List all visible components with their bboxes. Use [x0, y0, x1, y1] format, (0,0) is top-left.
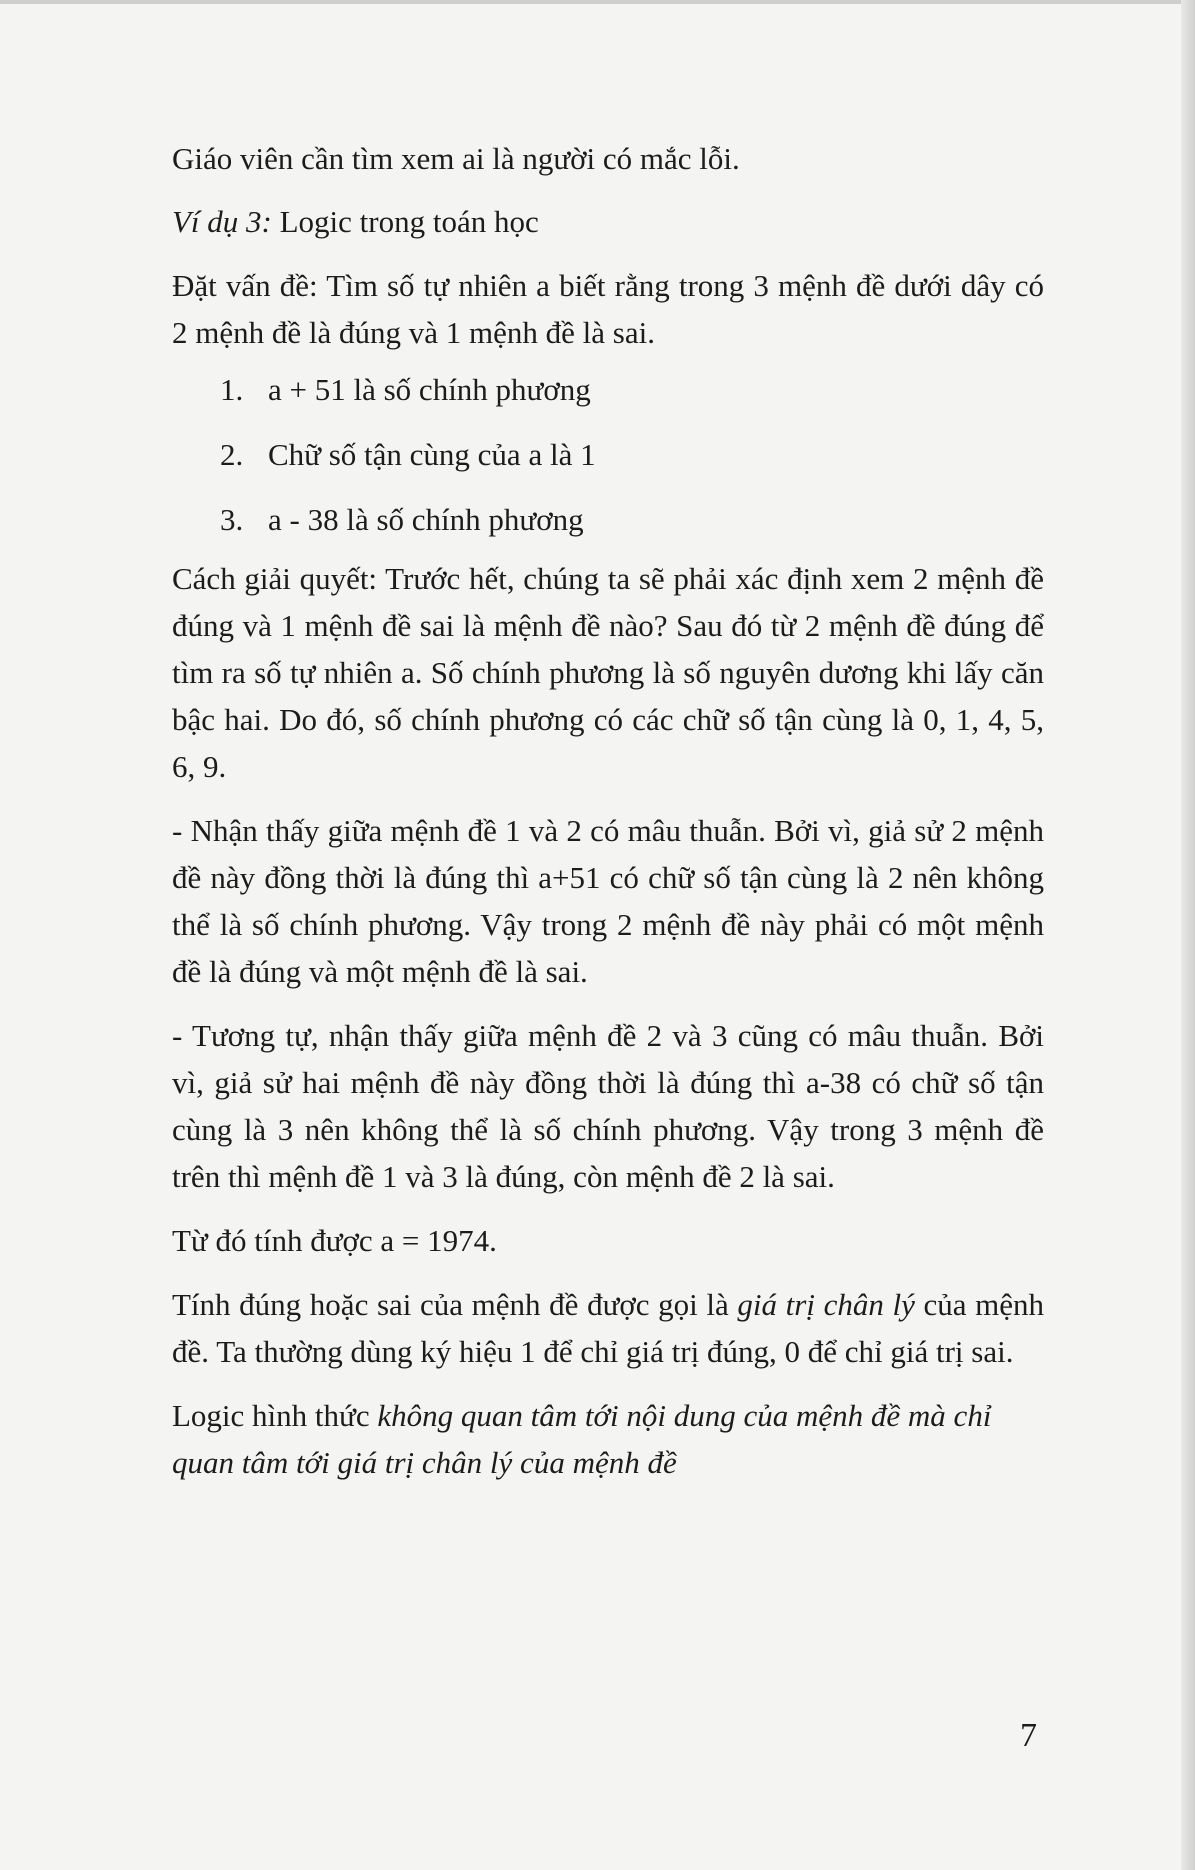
problem-statement: Đặt vấn đề: Tìm số tự nhiên a biết rằng trong 3 mệnh đề dưới dây có 2 mệnh đề là đúng và 1 mệnh đề là sai. [172, 268, 1044, 350]
list-item [172, 496, 1044, 543]
list-item-text: a + 51 là số chính phương [268, 372, 591, 407]
page-number: 7 [1020, 1717, 1037, 1754]
proposition-list [172, 366, 1044, 543]
contradiction-1-paragraph: - Nhận thấy giữa mệnh đề 1 và 2 có mâu thuẫn. Bởi vì, giả sử 2 mệnh đề này đồng thời là đúng thì a+51 có chữ số tận cùng là 2 nên không thể là số chính phương. Vậy trong 2 mệnh đề này phải có một mệnh đề là đúng và một mệnh đề là sai. [172, 813, 1044, 989]
truth-value-text-a: Tính đúng hoặc sai của mệnh đề được gọi là [172, 1287, 738, 1322]
list-item [172, 366, 1044, 413]
formal-logic-paragraph [172, 1392, 1044, 1486]
list-item-number: 2. [220, 437, 244, 472]
example-label: Ví dụ 3: [172, 204, 272, 239]
page-right-edge [1181, 0, 1195, 1870]
truth-value-term: giá trị chân lý [737, 1287, 915, 1322]
page-body [172, 135, 1044, 1486]
page-top-edge [0, 0, 1195, 4]
list-item-number: 3. [220, 502, 244, 537]
list-item-text: Chữ số tận cùng của a là 1 [268, 437, 596, 472]
example-heading [172, 198, 1044, 245]
example-title: Logic trong toán học [271, 204, 539, 239]
truth-value-text-b: của mệnh đề. Ta thường dùng ký hiệu 1 để chỉ giá trị đúng, 0 để chỉ giá trị sai. [172, 1287, 1044, 1369]
formal-logic-text-a: Logic hình thức [172, 1398, 378, 1433]
formal-logic-emphasis: không quan tâm tới nội dung của mệnh đề mà chỉ quan tâm tới giá trị chân lý của mệnh đề [172, 1398, 992, 1480]
solution-paragraph: Cách giải quyết: Trước hết, chúng ta sẽ phải xác định xem 2 mệnh đề đúng và 1 mệnh đề sai là mệnh đề nào? Sau đó từ 2 mệnh đề đúng để tìm ra số tự nhiên a. Số chính phương là số nguyên dương khi lấy căn bậc hai. Do đó, số chính phương có các chữ số tận cùng là 0, 1, 4, 5, 6, 9. [172, 561, 1044, 784]
result-paragraph: Từ đó tính được a = 1974. [172, 1223, 497, 1258]
intro-sentence: Giáo viên cần tìm xem ai là người có mắc lỗi. [172, 141, 740, 176]
list-item-text: a - 38 là số chính phương [268, 502, 584, 537]
truth-value-paragraph [172, 1281, 1044, 1375]
contradiction-2-paragraph: - Tương tự, nhận thấy giữa mệnh đề 2 và 3 cũng có mâu thuẫn. Bởi vì, giả sử hai mệnh đề này đồng thời là đúng thì a-38 có chữ số tận cùng là 3 nên không thể là số chính phương. Vậy trong 3 mệnh đề trên thì mệnh đề 1 và 3 là đúng, còn mệnh đề 2 là sai. [172, 1018, 1044, 1194]
list-item-number: 1. [220, 372, 244, 407]
list-item [172, 431, 1044, 478]
